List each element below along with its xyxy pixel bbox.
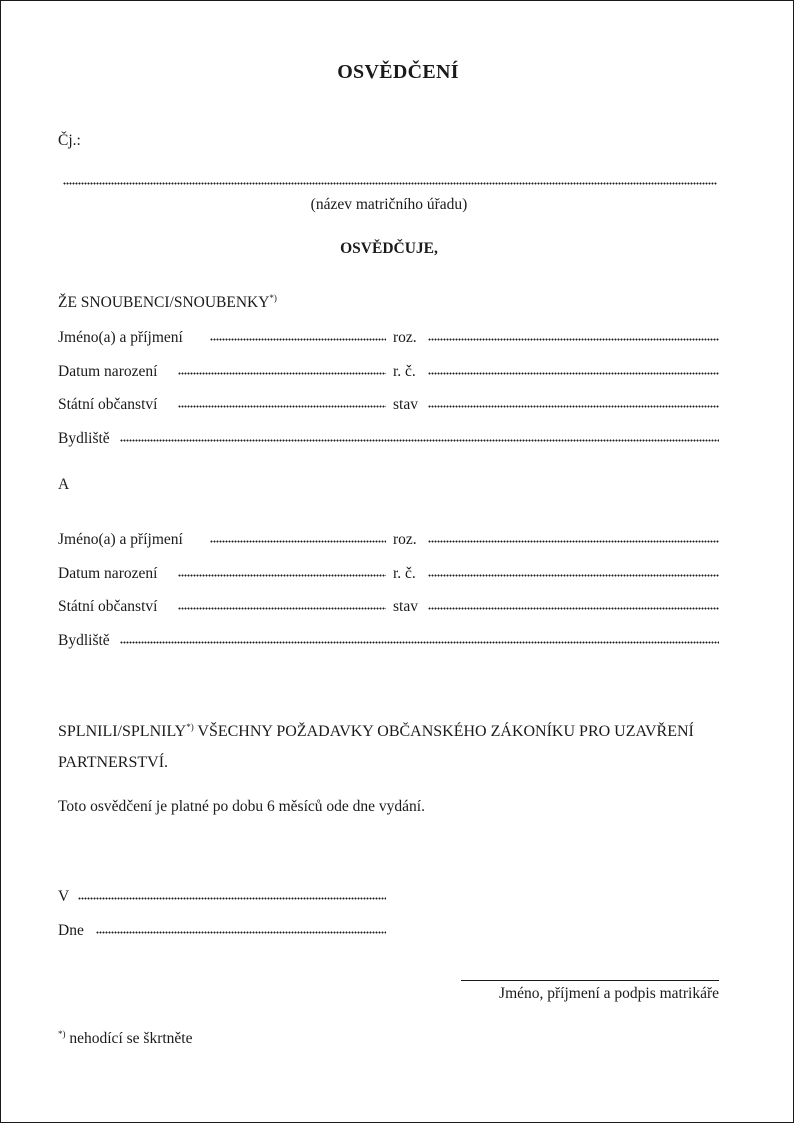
signature-caption: Jméno, příjmení a podpis matrikáře: [499, 985, 719, 1002]
footnote: *) nehodící se škrtněte: [58, 1029, 193, 1047]
party-two-citizenship-row: [58, 598, 719, 618]
residence-field[interactable]: [120, 430, 719, 450]
status-label: stav: [393, 598, 418, 615]
birth-number-label: r. č.: [393, 565, 416, 582]
name-field[interactable]: [210, 531, 386, 551]
date-label: Dne: [58, 922, 84, 939]
registry-office-field[interactable]: [63, 173, 717, 187]
birth-number-field[interactable]: [428, 363, 719, 383]
footnote-marker: *): [269, 293, 277, 303]
date-row: [58, 922, 388, 942]
footnote-marker: *): [58, 1029, 66, 1039]
party-two-residence-row: [58, 632, 719, 652]
citizenship-label: Státní občanství: [58, 396, 158, 413]
birth-name-field[interactable]: [428, 329, 719, 349]
place-field[interactable]: [78, 888, 386, 908]
party-one-residence-row: [58, 430, 719, 450]
parties-heading: ŽE SNOUBENCI/SNOUBENKY*): [58, 293, 277, 311]
registry-office-caption: (název matričního úřadu): [310, 196, 468, 213]
birth-name-field[interactable]: [428, 531, 719, 551]
residence-label: Bydliště: [58, 430, 110, 447]
name-label: Jméno(a) a příjmení: [58, 329, 183, 346]
birth-date-field[interactable]: [178, 565, 386, 585]
name-label: Jméno(a) a příjmení: [58, 531, 183, 548]
reference-number-label: Čj.:: [58, 132, 81, 149]
birth-date-label: Datum narození: [58, 363, 158, 380]
birth-date-field[interactable]: [178, 363, 386, 383]
birth-number-label: r. č.: [393, 363, 416, 380]
birth-date-label: Datum narození: [58, 565, 158, 582]
birth-name-label: roz.: [393, 531, 417, 548]
citizenship-field[interactable]: [178, 396, 386, 416]
name-field[interactable]: [210, 329, 386, 349]
birth-number-field[interactable]: [428, 565, 719, 585]
requirements-statement: SPLNILI/SPLNILY*) VŠECHNY POŽADAVKY OBČANSKÉHO ZÁKONÍKU PRO UZAVŘENÍ PARTNERSTVÍ.: [58, 722, 694, 771]
place-label: V: [58, 888, 70, 905]
certifies-heading: OSVĚDČUJE,: [340, 240, 438, 257]
party-two-birthdate-row: [58, 565, 719, 585]
status-field[interactable]: [428, 396, 719, 416]
party-one-citizenship-row: [58, 396, 719, 416]
conjunction: A: [58, 476, 70, 493]
place-row: [58, 888, 388, 908]
footnote-marker: *): [186, 722, 194, 732]
residence-label: Bydliště: [58, 632, 110, 649]
signature-line[interactable]: [461, 980, 719, 981]
validity-note: Toto osvědčení je platné po dobu 6 měsíců ode dne vydání.: [58, 798, 425, 815]
birth-name-label: roz.: [393, 329, 417, 346]
document-title: OSVĚDČENÍ: [337, 61, 459, 83]
citizenship-field[interactable]: [178, 598, 386, 618]
status-field[interactable]: [428, 598, 719, 618]
citizenship-label: Státní občanství: [58, 598, 158, 615]
party-one-name-row: [58, 329, 719, 349]
date-field[interactable]: [96, 922, 386, 942]
party-one-birthdate-row: [58, 363, 719, 383]
residence-field[interactable]: [120, 632, 719, 652]
party-two-name-row: [58, 531, 719, 551]
status-label: stav: [393, 396, 418, 413]
